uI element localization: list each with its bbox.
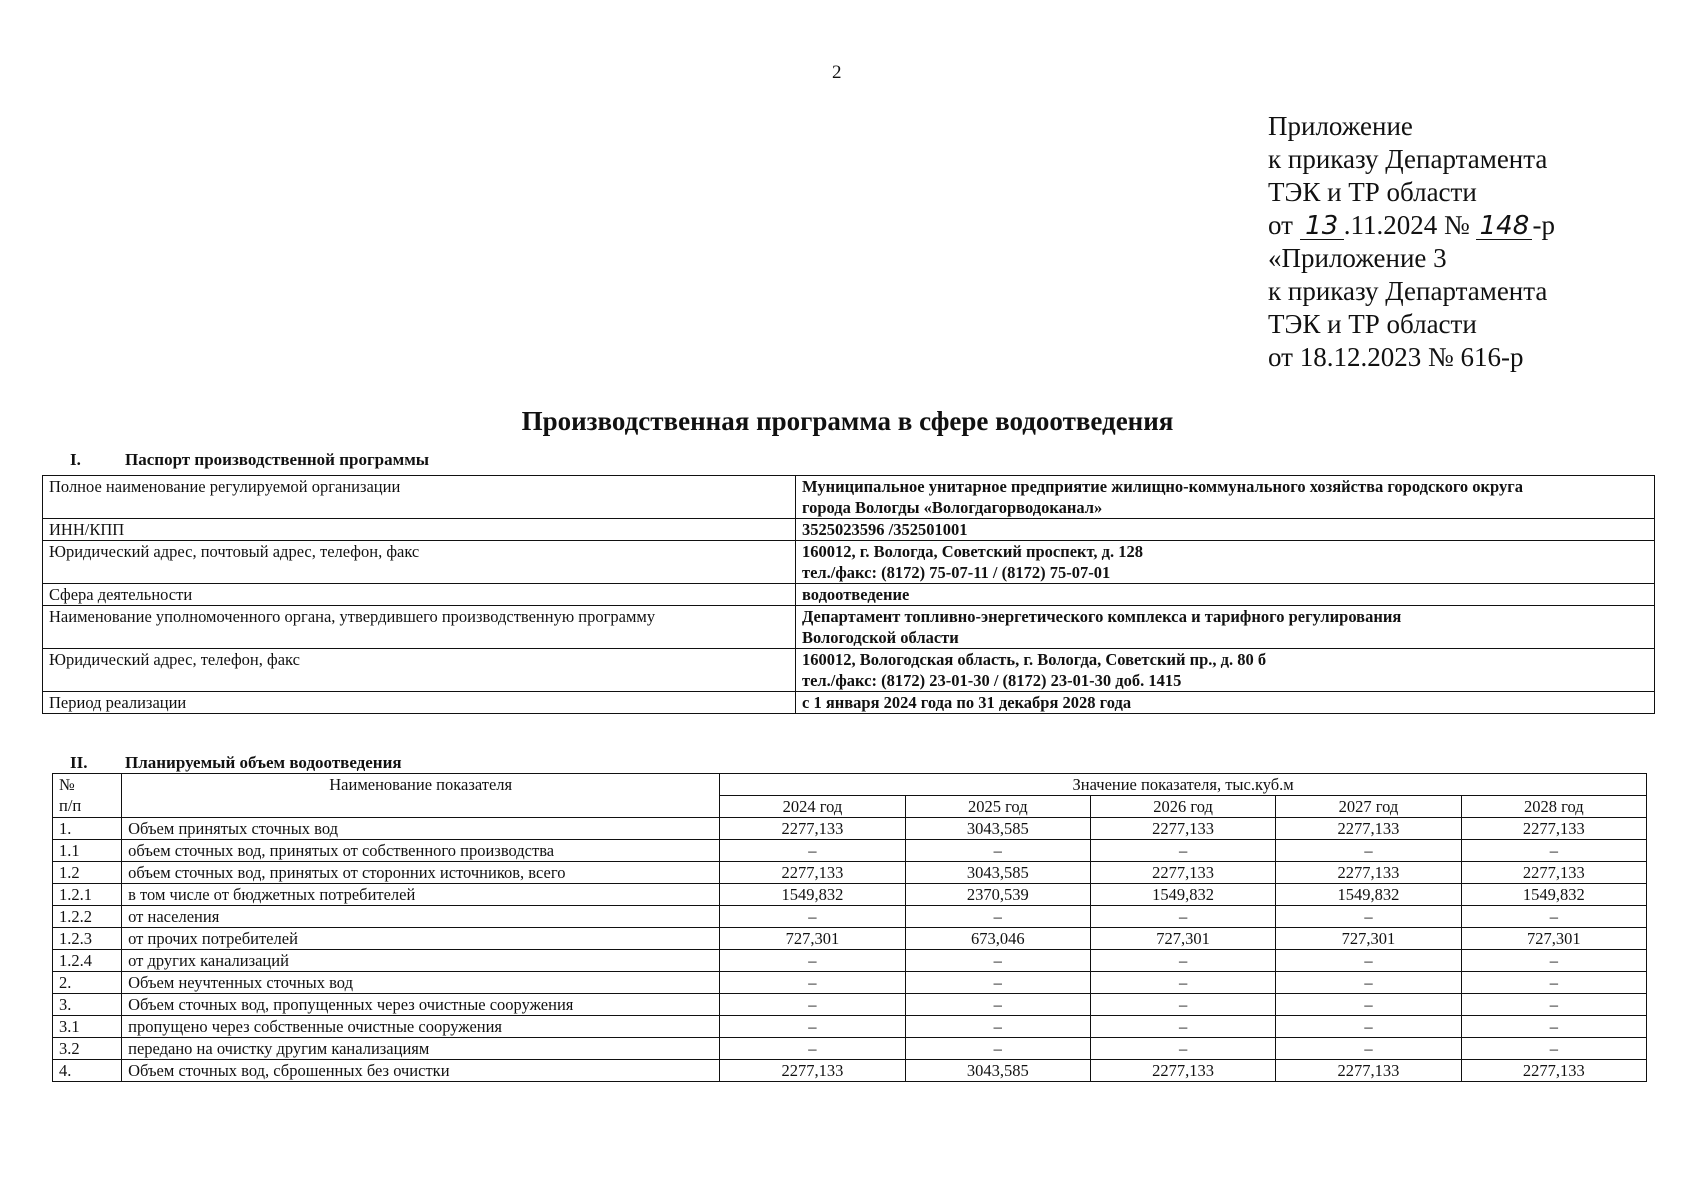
row-value: – — [905, 1016, 1090, 1038]
row-value: – — [1276, 994, 1461, 1016]
appendix-date-line — [1268, 209, 1555, 242]
year-header: 2028 год — [1461, 796, 1646, 818]
table-row — [53, 928, 1647, 950]
passport-value-line: тел./факс: (8172) 75-07-11 / (8172) 75-07-01 — [802, 563, 1111, 582]
appendix-line: «Приложение 3 — [1268, 243, 1447, 273]
row-value: 2277,133 — [720, 818, 905, 840]
row-indicator-name: объем сточных вод, принятых от сторонних источников, всего — [122, 862, 720, 884]
row-value: – — [1090, 950, 1275, 972]
year-header: 2026 год — [1090, 796, 1275, 818]
order-suffix: -р — [1532, 210, 1555, 240]
row-value: – — [720, 994, 905, 1016]
row-indicator-name: Объем принятых сточных вод — [122, 818, 720, 840]
date-rest: .11.2024 № — [1343, 210, 1470, 240]
passport-row — [43, 541, 1655, 584]
row-value: 727,301 — [1090, 928, 1275, 950]
row-value: – — [720, 972, 905, 994]
row-indicator-name: от населения — [122, 906, 720, 928]
header-row — [53, 774, 1647, 796]
passport-table — [42, 475, 1655, 714]
row-value: – — [1461, 972, 1646, 994]
appendix-line: к приказу Департамента — [1268, 276, 1548, 306]
passport-label: Юридический адрес, почтовый адрес, телефон, факс — [43, 541, 796, 584]
volume-table — [52, 773, 1647, 1082]
row-value: – — [1461, 840, 1646, 862]
row-value: – — [1276, 972, 1461, 994]
passport-value-line: Вологодской области — [802, 628, 959, 647]
section-1-heading — [70, 450, 429, 470]
row-number: 1.2.2 — [53, 906, 122, 928]
row-value: 3043,585 — [905, 818, 1090, 840]
passport-value — [796, 584, 1655, 606]
year-header: 2025 год — [905, 796, 1090, 818]
handwritten-order-number: 148 — [1476, 213, 1532, 240]
appendix-block — [1268, 110, 1555, 374]
row-indicator-name: в том числе от бюджетных потребителей — [122, 884, 720, 906]
row-value: – — [1461, 1038, 1646, 1060]
row-value: 2277,133 — [1461, 1060, 1646, 1082]
row-value: – — [905, 906, 1090, 928]
row-indicator-name: Объем сточных вод, сброшенных без очистки — [122, 1060, 720, 1082]
header-name-col: Наименование показателя — [122, 774, 720, 818]
row-value: – — [1276, 1038, 1461, 1060]
table-row — [53, 972, 1647, 994]
row-value: – — [905, 840, 1090, 862]
header-number-col: № п/п — [53, 774, 122, 818]
table-row — [53, 884, 1647, 906]
row-indicator-name: объем сточных вод, принятых от собственного производства — [122, 840, 720, 862]
row-value: – — [905, 950, 1090, 972]
section-number: I. — [70, 450, 81, 469]
table-row — [53, 1038, 1647, 1060]
table-row — [53, 906, 1647, 928]
appendix-line: от 18.12.2023 № 616-р — [1268, 342, 1524, 372]
row-value: 727,301 — [720, 928, 905, 950]
row-value: – — [1461, 994, 1646, 1016]
passport-row — [43, 606, 1655, 649]
year-header: 2024 год — [720, 796, 905, 818]
handwritten-day: 13 — [1300, 213, 1344, 240]
row-value: 727,301 — [1276, 928, 1461, 950]
row-indicator-name: Объем сточных вод, пропущенных через очистные сооружения — [122, 994, 720, 1016]
passport-value-line: 3525023596 /352501001 — [802, 520, 968, 539]
row-value: 1549,832 — [1276, 884, 1461, 906]
page-number: 2 — [832, 62, 842, 83]
row-number: 1.2.1 — [53, 884, 122, 906]
section-title: Паспорт производственной программы — [125, 450, 430, 469]
row-value: – — [905, 994, 1090, 1016]
passport-row — [43, 649, 1655, 692]
passport-value — [796, 519, 1655, 541]
passport-value — [796, 541, 1655, 584]
row-value: – — [1090, 840, 1275, 862]
passport-row — [43, 476, 1655, 519]
appendix-line: ТЭК и ТР области — [1268, 177, 1477, 207]
passport-row — [43, 692, 1655, 714]
year-header: 2027 год — [1276, 796, 1461, 818]
row-value: 2277,133 — [720, 1060, 905, 1082]
row-value: – — [720, 840, 905, 862]
table-row — [53, 840, 1647, 862]
row-value: – — [1276, 1016, 1461, 1038]
row-indicator-name: передано на очистку другим канализациям — [122, 1038, 720, 1060]
passport-value-line: 160012, Вологодская область, г. Вологда, Советский пр., д. 80 б — [802, 650, 1267, 669]
appendix-line: к приказу Департамента — [1268, 144, 1548, 174]
section-2-heading — [70, 753, 402, 773]
table-row — [53, 1060, 1647, 1082]
row-value: – — [720, 1038, 905, 1060]
row-value: 2277,133 — [1276, 1060, 1461, 1082]
section-number: II. — [70, 753, 88, 772]
passport-value-line: водоотведение — [802, 585, 910, 604]
row-value: 3043,585 — [905, 1060, 1090, 1082]
row-indicator-name: от прочих потребителей — [122, 928, 720, 950]
row-number: 1.2.4 — [53, 950, 122, 972]
row-value: 1549,832 — [720, 884, 905, 906]
passport-label: Сфера деятельности — [43, 584, 796, 606]
row-value: – — [1276, 906, 1461, 928]
passport-row — [43, 584, 1655, 606]
passport-value — [796, 649, 1655, 692]
row-number: 3. — [53, 994, 122, 1016]
row-number: 3.1 — [53, 1016, 122, 1038]
row-number: 1.2.3 — [53, 928, 122, 950]
passport-value-line: тел./факс: (8172) 23-01-30 / (8172) 23-01-30 доб. 1415 — [802, 671, 1182, 690]
row-value: – — [720, 1016, 905, 1038]
table-row — [53, 994, 1647, 1016]
passport-label: Период реализации — [43, 692, 796, 714]
row-value: 2277,133 — [1461, 818, 1646, 840]
row-value: – — [1461, 1016, 1646, 1038]
table-row — [53, 818, 1647, 840]
row-value: – — [720, 950, 905, 972]
row-value: – — [905, 1038, 1090, 1060]
row-value: – — [1276, 840, 1461, 862]
passport-value-line: с 1 января 2024 года по 31 декабря 2028 года — [802, 693, 1132, 712]
row-value: 1549,832 — [1461, 884, 1646, 906]
row-number: 1. — [53, 818, 122, 840]
row-value: – — [1090, 972, 1275, 994]
table-row — [53, 862, 1647, 884]
row-value: – — [1276, 950, 1461, 972]
row-value: – — [1090, 994, 1275, 1016]
row-value: 2277,133 — [1276, 862, 1461, 884]
passport-value — [796, 476, 1655, 519]
passport-value — [796, 606, 1655, 649]
date-prefix: от — [1268, 210, 1293, 240]
passport-label: ИНН/КПП — [43, 519, 796, 541]
appendix-line: ТЭК и ТР области — [1268, 309, 1477, 339]
row-value: – — [1461, 950, 1646, 972]
row-indicator-name: Объем неучтенных сточных вод — [122, 972, 720, 994]
table-row — [53, 950, 1647, 972]
row-value: 2370,539 — [905, 884, 1090, 906]
row-number: 1.2 — [53, 862, 122, 884]
row-value: 727,301 — [1461, 928, 1646, 950]
row-value: – — [1090, 906, 1275, 928]
passport-label: Полное наименование регулируемой организации — [43, 476, 796, 519]
row-value: 673,046 — [905, 928, 1090, 950]
passport-label: Юридический адрес, телефон, факс — [43, 649, 796, 692]
row-number: 2. — [53, 972, 122, 994]
header-value-group: Значение показателя, тыс.куб.м — [720, 774, 1647, 796]
row-value: – — [1090, 1016, 1275, 1038]
passport-value — [796, 692, 1655, 714]
row-value: 2277,133 — [1090, 818, 1275, 840]
row-indicator-name: от других канализаций — [122, 950, 720, 972]
document-title: Производственная программа в сфере водоотведения — [521, 406, 1174, 436]
passport-value-line: 160012, г. Вологда, Советский проспект, д. 128 — [802, 542, 1144, 561]
row-value: – — [1090, 1038, 1275, 1060]
row-value: 2277,133 — [1090, 862, 1275, 884]
row-value: 2277,133 — [720, 862, 905, 884]
passport-label: Наименование уполномоченного органа, утвердившего производственную программу — [43, 606, 796, 649]
row-value: – — [720, 906, 905, 928]
table-row — [53, 1016, 1647, 1038]
passport-value-line: Муниципальное унитарное предприятие жилищно-коммунального хозяйства городского округа — [802, 477, 1524, 496]
row-value: 1549,832 — [1090, 884, 1275, 906]
appendix-line: Приложение — [1268, 111, 1413, 141]
row-value: 2277,133 — [1276, 818, 1461, 840]
row-number: 4. — [53, 1060, 122, 1082]
passport-value-line: Департамент топливно-энергетического комплекса и тарифного регулирования — [802, 607, 1402, 626]
passport-row — [43, 519, 1655, 541]
row-number: 3.2 — [53, 1038, 122, 1060]
row-value: – — [1461, 906, 1646, 928]
row-indicator-name: пропущено через собственные очистные сооружения — [122, 1016, 720, 1038]
section-title: Планируемый объем водоотведения — [125, 753, 402, 772]
row-value: 2277,133 — [1461, 862, 1646, 884]
row-value: – — [905, 972, 1090, 994]
passport-value-line: города Вологды «Вологдагорводоканал» — [802, 498, 1103, 517]
row-number: 1.1 — [53, 840, 122, 862]
row-value: 3043,585 — [905, 862, 1090, 884]
row-value: 2277,133 — [1090, 1060, 1275, 1082]
